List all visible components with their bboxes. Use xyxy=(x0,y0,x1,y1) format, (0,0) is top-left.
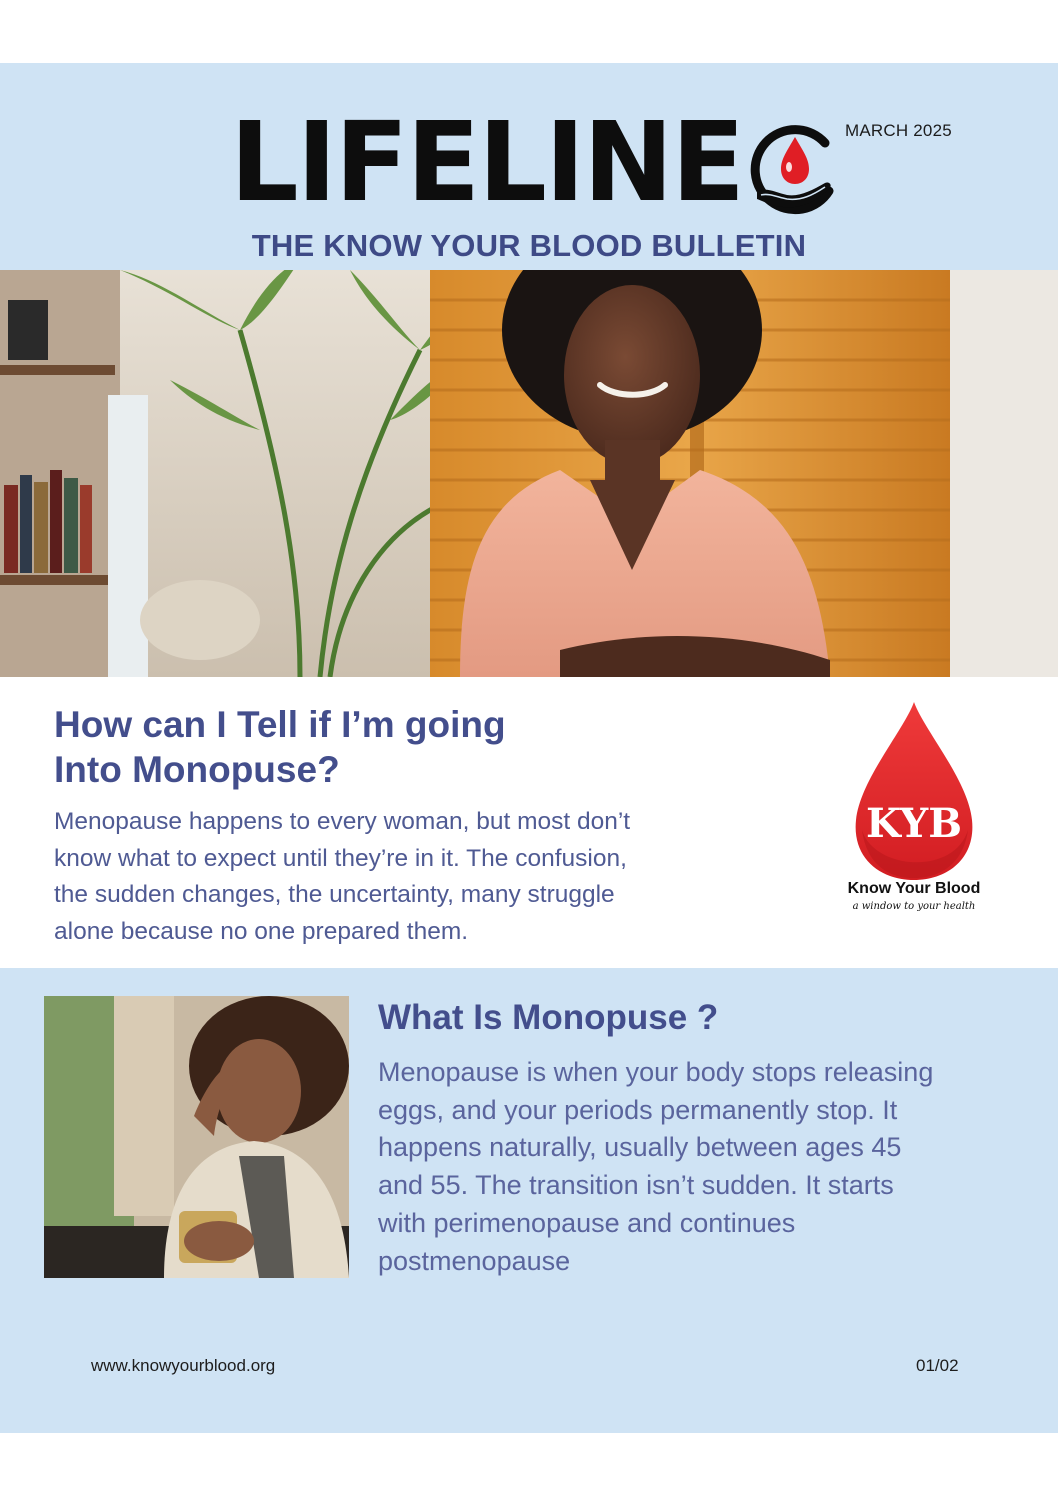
kyb-name: Know Your Blood xyxy=(847,880,981,897)
article-title xyxy=(54,702,694,792)
worried-woman-photo xyxy=(44,996,349,1278)
smiling-woman-photo-icon xyxy=(0,270,1058,677)
masthead-title: LIFELINE xyxy=(230,98,744,226)
what-is-section xyxy=(0,968,1058,1433)
article-title-line: How can I Tell if I’m going xyxy=(54,704,506,745)
article-intro-text xyxy=(54,804,774,950)
body-line: eggs, and your periods permanently stop. It xyxy=(378,1094,898,1125)
body-line: Menopause is when your body stops releasing xyxy=(378,1057,934,1087)
article-title-line: Into Monopuse? xyxy=(54,749,340,790)
section-title: What Is Monopuse ? xyxy=(378,998,719,1037)
body-line: with perimenopause and continues xyxy=(378,1207,796,1238)
intro-line: alone because no one prepared them. xyxy=(54,917,469,945)
section-body-text xyxy=(378,1054,1038,1280)
website-link[interactable]: www.knowyourblood.org xyxy=(91,1356,276,1375)
page-number: 01/02 xyxy=(916,1356,959,1375)
kyb-initials: KYB xyxy=(865,800,963,847)
kyb-tagline: a window to your health xyxy=(852,901,976,912)
blood-drop-hand-icon xyxy=(747,121,847,221)
body-line: and 55. The transition isn’t sudden. It starts xyxy=(378,1170,894,1201)
bulletin-subtitle: THE KNOW YOUR BLOOD BULLETIN xyxy=(251,228,807,263)
body-line: postmenopause xyxy=(378,1245,571,1276)
header-band xyxy=(0,63,1058,270)
intro-line: the sudden changes, the uncertainty, many struggle xyxy=(54,881,615,908)
intro-line: know what to expect until they’re in it. The confusion, xyxy=(54,844,627,872)
worried-woman-photo-icon xyxy=(44,996,349,1278)
intro-line: Menopause happens to every woman, but most don’t xyxy=(54,808,631,835)
kyb-logo xyxy=(834,700,994,915)
body-line: happens naturally, usually between ages 45 xyxy=(378,1132,902,1163)
kyb-blood-drop-icon xyxy=(834,700,994,915)
issue-date: MARCH 2025 xyxy=(845,121,952,140)
hero-photo xyxy=(0,270,1058,677)
